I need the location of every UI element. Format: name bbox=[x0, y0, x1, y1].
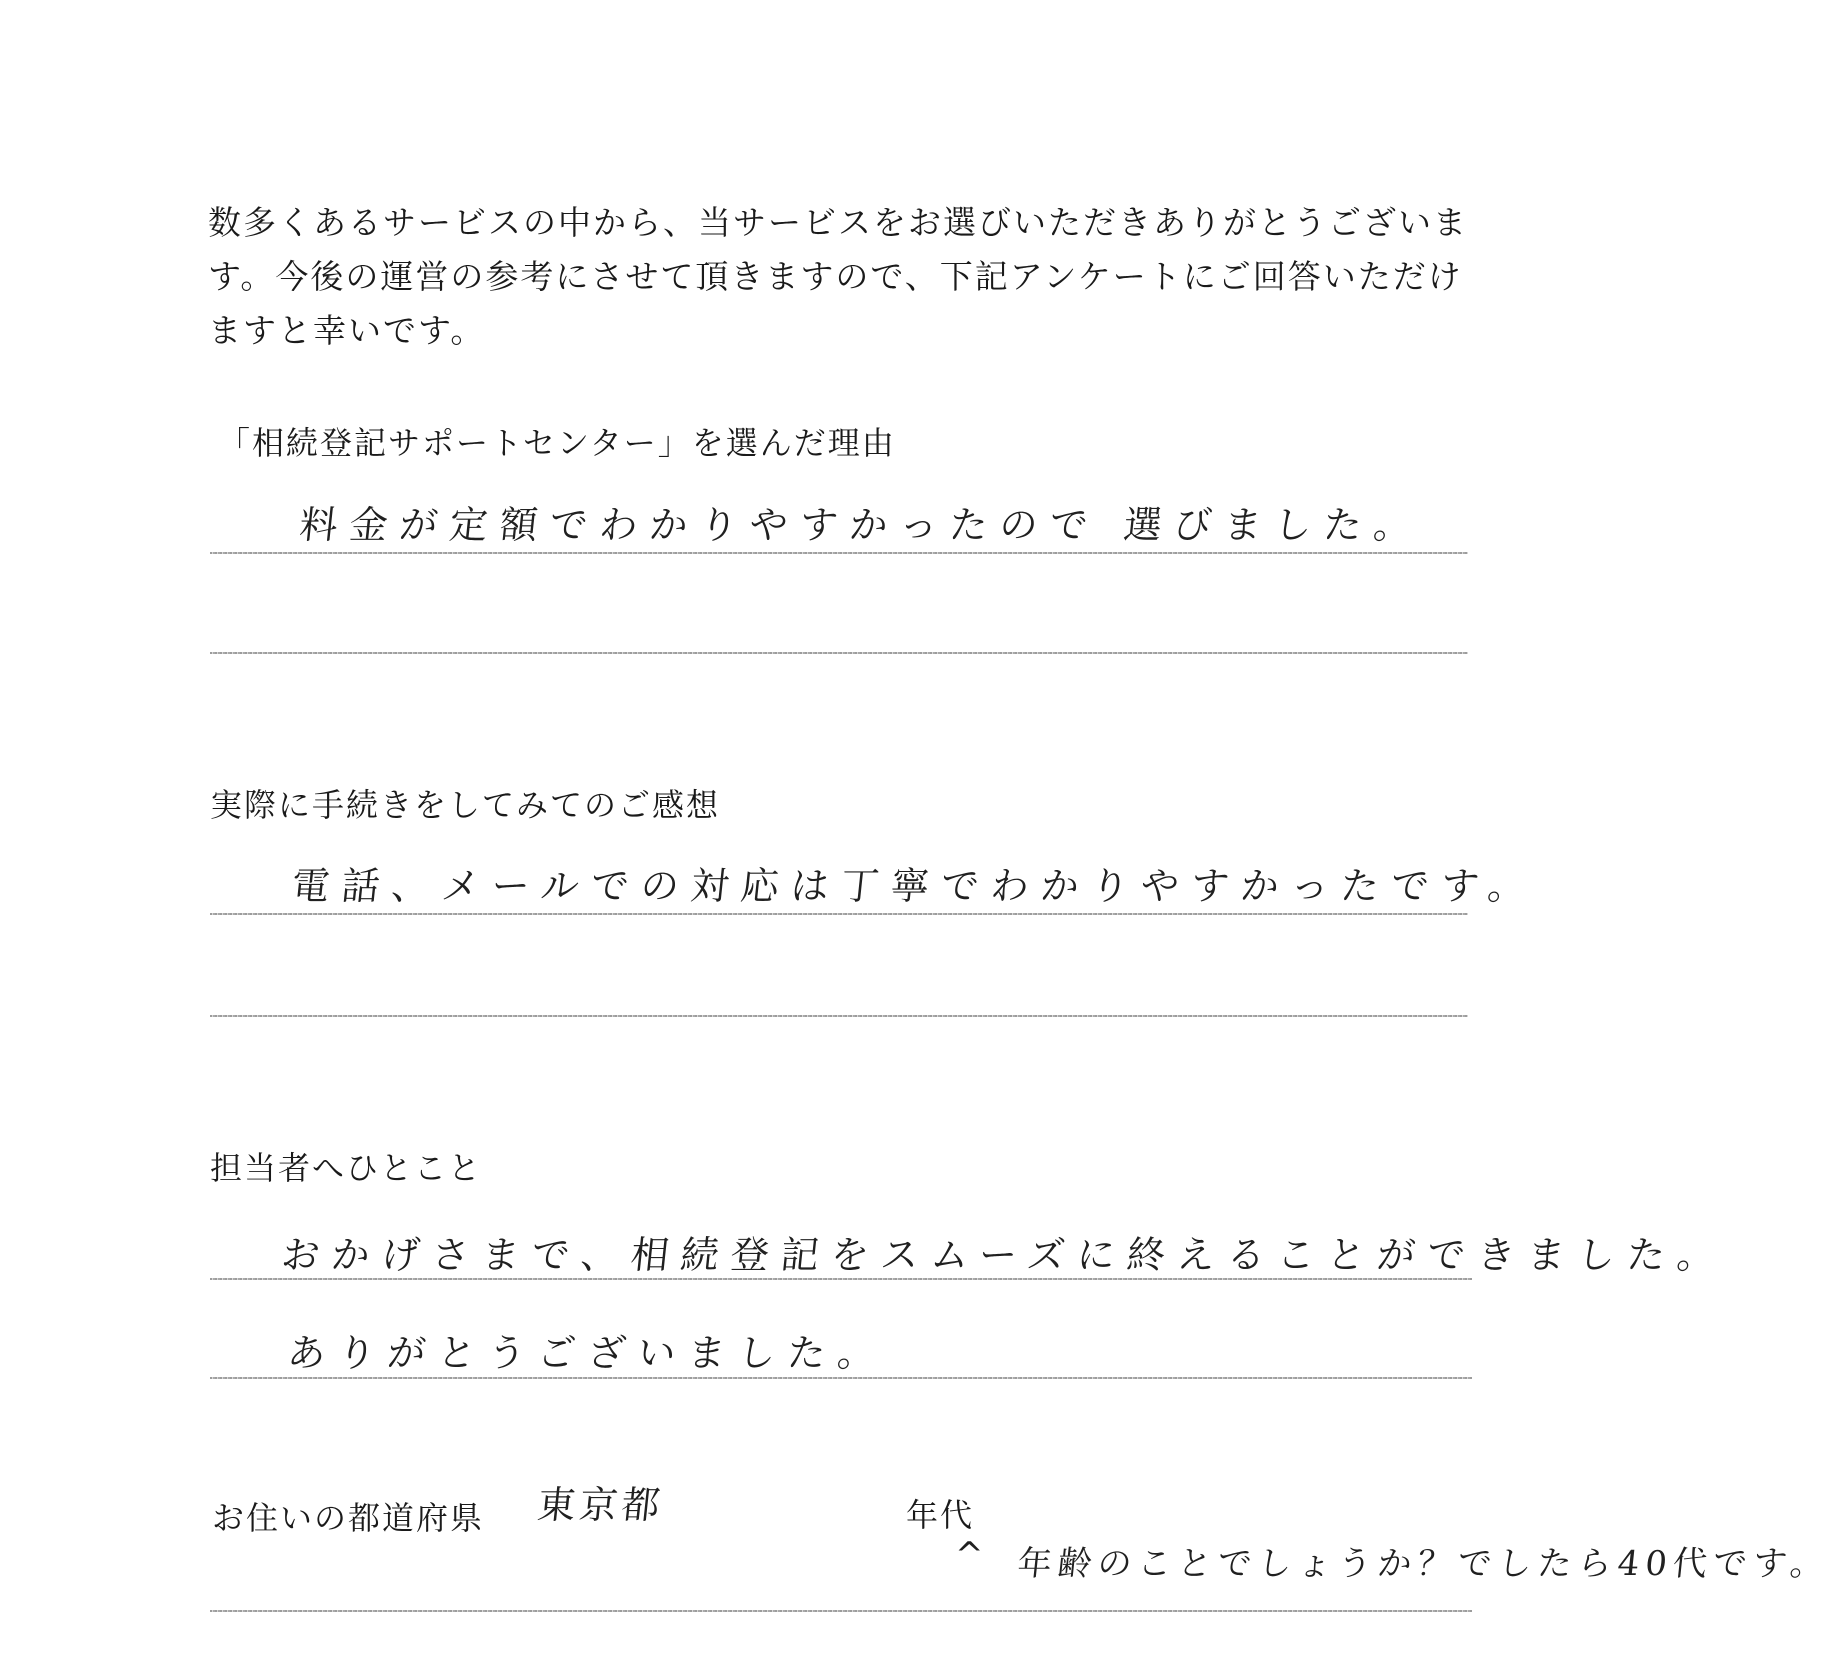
answer-line bbox=[210, 1015, 1468, 1017]
answer-message-line-2: ありがとうございました。 bbox=[285, 1331, 890, 1375]
answer-line bbox=[210, 1610, 1472, 1612]
answer-line bbox=[210, 1278, 1472, 1280]
question-impression-label: 実際に手続きをしてみてのご感想 bbox=[210, 786, 721, 824]
question-reason-label: 「相続登記サポートセンター」を選んだ理由 bbox=[218, 424, 896, 462]
intro-text: 数多くあるサービスの中から、当サービスをお選びいただきありがとうございます。今後の運営の参考にさせて頂きますので、下記アンケートにご回答いただけますと幸いです。 bbox=[208, 203, 1468, 350]
answer-reason: 料金が定額でわかりやすかったので 選びました。 bbox=[297, 503, 1427, 547]
age-label: 年代 bbox=[906, 1496, 975, 1534]
age-value: 年齢のことでしょうか？でしたら40代です。 bbox=[1015, 1544, 1833, 1584]
prefecture-value: 東京都 bbox=[535, 1483, 666, 1527]
answer-message-line-1: おかげさまで、相続登記をスムーズに終えることができました。 bbox=[279, 1233, 1730, 1277]
answer-line bbox=[210, 1377, 1472, 1379]
prefecture-label: お住いの都道府県 bbox=[212, 1499, 485, 1537]
answer-impression: 電話、メールでの対応は丁寧でわかりやすかったです。 bbox=[289, 864, 1541, 908]
caret-arrow-icon: ^ bbox=[955, 1535, 984, 1575]
answer-line bbox=[210, 552, 1468, 554]
question-message-label: 担当者へひとこと bbox=[210, 1149, 483, 1187]
answer-line bbox=[210, 652, 1468, 654]
answer-line bbox=[210, 913, 1468, 915]
